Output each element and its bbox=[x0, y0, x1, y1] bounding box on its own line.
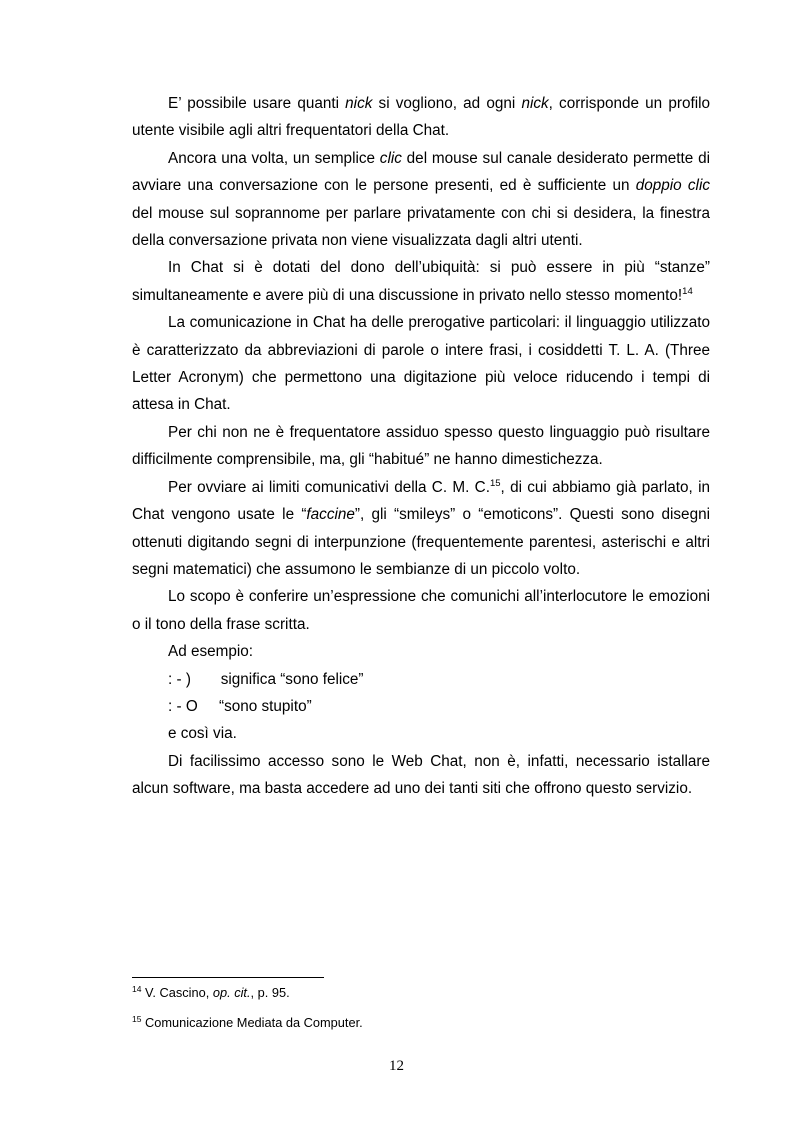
faccine-term: faccine bbox=[306, 506, 355, 524]
nick-term: nick bbox=[521, 95, 549, 112]
example-stupito: : - O “sono stupito” bbox=[168, 697, 312, 715]
footnote-ref-14: 14 bbox=[682, 285, 693, 297]
paragraph-web-chat: Di facilissimo accesso sono le Web Chat, non è, infatti, necessario istallare alcun software, ma basta accedere ad uno dei tanti siti che offrono questo servizio. bbox=[132, 752, 710, 798]
example-felice: : - ) significa “sono felice” bbox=[168, 670, 364, 688]
paragraph-habitue: Per chi non ne è frequentatore assiduo spesso questo linguaggio può risultare difficilmente comprensibile, ma, gli “habitué” ne hanno dimestichezza. bbox=[132, 423, 710, 469]
footnote-15: $^{15}$ Comunicazione Mediata da Computer. bbox=[132, 1014, 363, 1030]
page-number: 12 bbox=[389, 1058, 404, 1074]
footnote-separator bbox=[132, 977, 324, 978]
footnote-14: $^{14}$ V. Cascino, op. cit., p. 95. bbox=[132, 984, 290, 1000]
paragraph-emoticons: Per ovviare ai limiti comunicativi della C. M. C.$^{15}$, di cui abbiamo già parlato, in Chat vengono usate le “faccine”, gli “smileys” o “emoticons”. Questi sono disegni ottenuti digitando segni di interpunzione (frequentemente parentesi, asterischi e altri segni matematici) che assumono le sembianze di un piccolo volto. bbox=[132, 477, 710, 578]
body-text bbox=[132, 90, 710, 803]
nick-term: nick bbox=[345, 95, 373, 112]
footnote-ref-15: 15 bbox=[489, 477, 501, 489]
paragraph-cosi-via: e così via. bbox=[168, 725, 237, 743]
paragraph-nick: E’ possibile usare quanti nick si vogliono, ad ogni nick, corrisponde un profilo utente visibile agli altri frequentatori della Chat. bbox=[132, 95, 711, 140]
paragraph-ubiquita: In Chat si è dotati del dono dell’ubiquità: si può essere in più “stanze” simultaneamente e avere più di una discussione in privato nello stesso momento!$^{14}$ bbox=[132, 259, 710, 304]
paragraph-esempio: Ad esempio: bbox=[168, 643, 254, 661]
doppio-clic-term: doppio clic bbox=[635, 177, 711, 195]
paragraph-clic: Ancora una volta, un semplice clic del mouse sul canale desiderato permette di avviare una conversazione con le persone presenti, ed è sufficiente un doppio clic del mouse sul soprannome per parlare privatamente con chi si desidera, la finestra della conversazione privata non viene visualizzata dagli altri utenti. bbox=[132, 149, 711, 250]
clic-term: clic bbox=[379, 149, 402, 167]
paragraph-linguaggio: La comunicazione in Chat ha delle prerogative particolari: il linguaggio utilizzato è caratterizzato da abbreviazioni di parole o intere frasi, i cosiddetti T. L. A. (Three Letter Acronym) che permettono una digitazione più veloce riducendo i tempi di attesa in Chat. bbox=[132, 314, 710, 414]
paragraph-scopo: Lo scopo è conferire un’espressione che comunichi all’interlocutore le emozioni o il tono della frase scritta. bbox=[132, 588, 710, 633]
